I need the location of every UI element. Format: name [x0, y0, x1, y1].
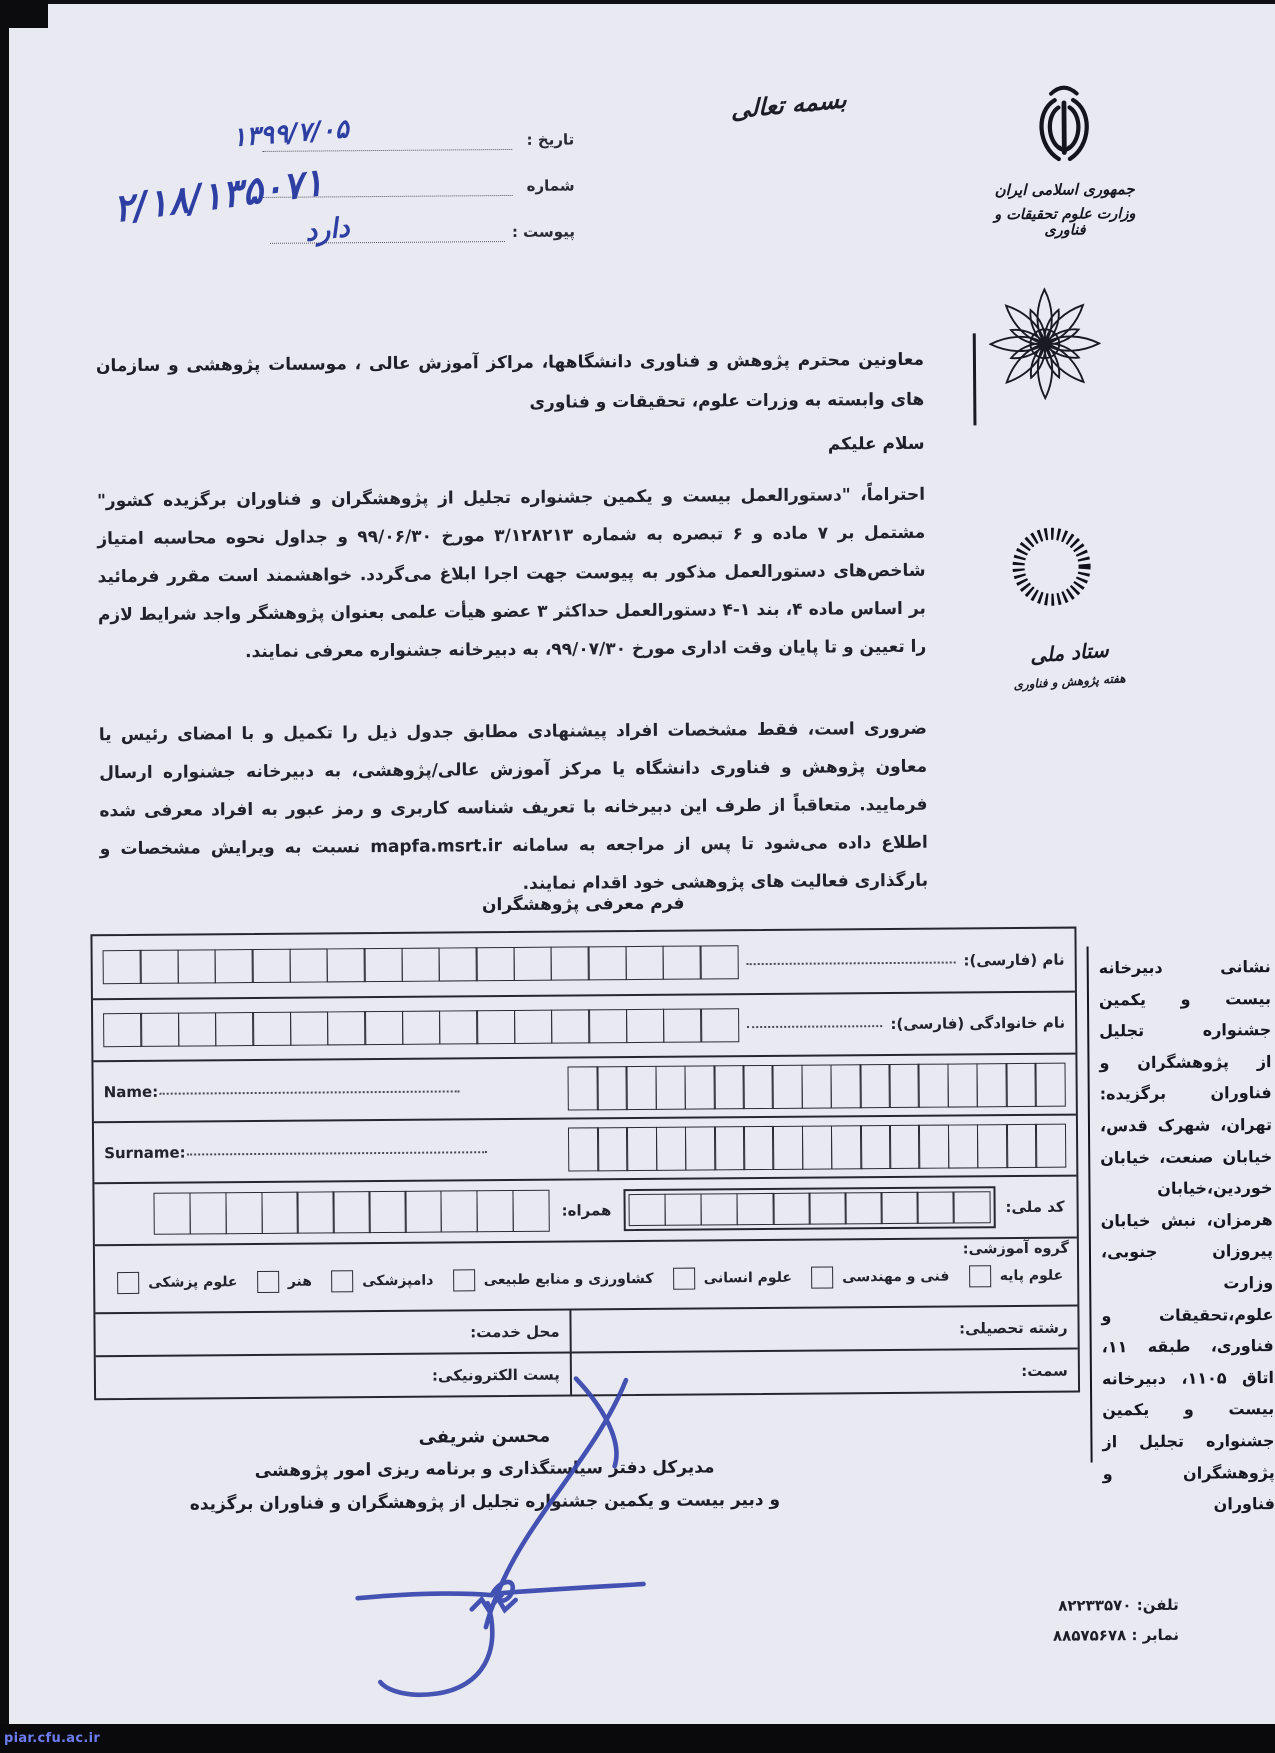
- address-line: تهران، شهرک قدس،: [1099, 1114, 1273, 1136]
- ministry-title: وزارت علوم تحقیقات و فناوری: [994, 206, 1136, 239]
- address-line: فناوران برگزیده:: [1099, 1083, 1272, 1104]
- name-en-char-boxes: [567, 1062, 1065, 1110]
- handwritten-date: ۱۳۹۹/۷/۰۵: [231, 114, 350, 154]
- arabesque-medallion-icon: [988, 282, 1101, 405]
- handwritten-number: ۲/۱۸/۱۳۵۰۷۱: [110, 159, 327, 231]
- handwritten-signature-icon: [274, 1367, 717, 1720]
- mobile-label: همراه:: [561, 1201, 612, 1220]
- signer-title-2: و دبیر بیست و یکمین جشنواره تجلیل از پژوهشگران و فناوران برگزیده: [189, 1489, 781, 1515]
- surname-fa-label: نام خانوادگی (فارسی):: [890, 1013, 1066, 1034]
- signer-name: محسن شریفی: [418, 1425, 551, 1448]
- address-line: پیروزان جنوبی، وزارت: [1100, 1241, 1274, 1293]
- education-group-label: گروه آموزشی:: [962, 1240, 1069, 1258]
- surname-fa-char-boxes: [103, 1008, 739, 1047]
- name-en-label: Name:: [103, 1082, 159, 1101]
- body-paragraph-1: احتراماً، "دستورالعمل بیست و یکمین جشنواره تجلیل از پژوهشگران و فناوران برگزیده کشور" مشتمل بر ۷ ماده و ۶ تبصره به شماره ۳/۱۲۸۲۱۳ مورخ ۹۹/۰۶/۳۰ و جداول نحوه محاسبه امتیاز شاخص‌های دستورالعمل مذکور به پیوست جهت اجرا ابلاغ می‌گردد. خواهشمند است مقرر فرمائید بر اساس ماده ۴، بند ۱-۴ دستورالعمل حداکثر ۳ عضو هیأت علمی بعنوان پژوهشگر واجد شرایط لازم را تعیین و تا پایان وقت اداری مورخ ۹۹/۰۷/۳۰، به دبیرخانه جشنواره معرفی نمایند.: [96, 484, 927, 663]
- date-line: [262, 149, 512, 152]
- form-row-name-en: [93, 1053, 1075, 1122]
- stamp-caption-line2: هفته پژوهش و فناوری: [1013, 671, 1126, 692]
- option-label: علوم انسانی: [703, 1269, 793, 1287]
- option-label: دامپزشکی: [362, 1272, 434, 1290]
- national-id-boxes: [623, 1186, 995, 1231]
- signer-title-1: مدیرکل دفتر سیاستگذاری و برنامه ریزی امور پژوهشی: [254, 1457, 715, 1482]
- checkbox-icon: [453, 1269, 475, 1291]
- form-row-name-fa: [92, 929, 1074, 999]
- address-line: اتاق ۱۱۰۵، دبیرخانه: [1101, 1367, 1275, 1389]
- option-label: فنی و مهندسی: [842, 1268, 950, 1286]
- ministry-header: [979, 82, 1150, 239]
- address-line: خوردین،خیابان: [1157, 1178, 1273, 1199]
- form-row-surname-fa: [93, 991, 1075, 1061]
- attachment-label: پیوست :: [511, 222, 576, 241]
- sidebar-divider-rule: [1087, 946, 1093, 1462]
- option-label: علوم پزشکی: [148, 1274, 238, 1291]
- vertical-rule-top: [973, 333, 976, 425]
- gov-title: جمهوری اسلامی ایران: [994, 180, 1135, 200]
- form-row-codes: [94, 1175, 1076, 1245]
- name-fa-char-boxes: [103, 945, 739, 984]
- iran-emblem-icon: [1025, 82, 1104, 175]
- scan-edge-left: [0, 0, 9, 1753]
- checkbox-icon: [331, 1270, 353, 1292]
- fax-number: نمابر : ۸۸۵۷۵۶۷۸: [1052, 1625, 1180, 1645]
- address-line: خیابان صنعت، خیابان: [1100, 1146, 1273, 1167]
- address-line: بیست و یکمین: [1102, 1399, 1275, 1420]
- attachment-field: [175, 210, 575, 259]
- dotted-leader: [747, 1013, 882, 1028]
- addressee-line: معاونین محترم پژوهش و فناوری دانشگاهها، مراکز آموزش عالی ، موسسات پژوهشی و سازمان های وابسته به وزرات علوم، تحقیقات و فناوری: [95, 349, 925, 413]
- contact-block: [1004, 1590, 1179, 1651]
- position-label: سمت:: [1021, 1361, 1068, 1380]
- besmellah-calligraphy: بسمه تعالی: [731, 85, 847, 125]
- form-row-education-group: [95, 1237, 1078, 1313]
- address-line: علوم،تحقیقات و: [1101, 1304, 1274, 1325]
- form-row-study-workplace: [95, 1305, 1077, 1356]
- address-line: بیست و یکمین: [1098, 988, 1272, 1009]
- address-line: جشنواره تجلیل: [1099, 1020, 1272, 1041]
- address-line: جشنواره تجلیل از: [1102, 1430, 1275, 1452]
- dotted-leader: [188, 1139, 488, 1155]
- site-watermark: piar.cfu.ac.ir: [4, 1731, 101, 1746]
- option-humanities: [673, 1267, 792, 1290]
- stamp-caption-line1: ستاد ملی: [1029, 637, 1110, 668]
- option-label: علوم پایه: [999, 1267, 1064, 1285]
- address-line: پژوهشگران و فناوران: [1102, 1462, 1275, 1514]
- date-field: [174, 114, 575, 167]
- body-paragraph-2: ضروری است، فقط مشخصات افراد پیشنهادی مطابق جدول ذیل را تکمیل و با امضای رئیس یا معاون پژوهش و فناوری دانشگاه یا مرکز آموزش عالی/پژوهشی، به دبیرخانه جشنواره ارسال فرمایید. متعاقباً از طرف این دبیرخانه با تعریف شناسه کاربری و رمز عبور به افراد معرفی شده اطلاع داده می‌شود تا پس از مراجعه به سامانه mapfa.msrt.ir نسبت به ویرایش مشخصات و بارگذاری فعالیت های پژوهشی خود اقدام نمایند.: [98, 718, 929, 894]
- option-veterinary: [331, 1270, 433, 1293]
- surname-en-char-boxes: [568, 1123, 1066, 1171]
- secretariat-address: [1099, 951, 1275, 1521]
- researcher-form-table: [90, 927, 1080, 1401]
- greeting-line: سلام علیکم: [827, 433, 925, 455]
- option-label: هنر: [287, 1273, 312, 1290]
- scan-edge-bottom: [0, 1724, 1275, 1753]
- dashed-ring-logo-icon: [1009, 524, 1094, 609]
- checkbox-icon: [117, 1272, 139, 1294]
- scan-edge-corner: [0, 0, 48, 28]
- surname-en-label: Surname:: [104, 1143, 186, 1162]
- option-agriculture: [453, 1268, 654, 1292]
- address-line: فناوری، طبقه ۱۱،: [1101, 1336, 1274, 1357]
- workplace-label: محل خدمت:: [470, 1322, 560, 1341]
- address-line: هرمزان، نبش خیابان: [1100, 1209, 1273, 1231]
- field-of-study-cell: [569, 1307, 1077, 1352]
- form-row-surname-en: [94, 1114, 1076, 1183]
- phone-number: تلفن: ۸۲۲۳۳۵۷۰: [1058, 1595, 1179, 1615]
- option-label: کشاورزی و منابع طبیعی: [483, 1270, 654, 1289]
- field-of-study-label: رشته تحصیلی:: [959, 1318, 1068, 1337]
- form-title: فرم معرفی پژوهشگران: [481, 893, 685, 916]
- checkbox-icon: [673, 1268, 695, 1290]
- checkbox-icon: [811, 1266, 833, 1288]
- option-engineering: [811, 1266, 949, 1289]
- checkbox-icon: [257, 1271, 279, 1293]
- dotted-leader: [747, 949, 956, 965]
- name-fa-label: نام (فارسی):: [963, 950, 1065, 970]
- option-medical-sciences: [117, 1271, 237, 1294]
- workplace-cell: [95, 1311, 569, 1356]
- dotted-leader: [160, 1078, 460, 1094]
- address-line: نشانی دبیرخانه: [1098, 957, 1271, 978]
- national-id-label: کد ملی:: [1005, 1197, 1065, 1217]
- email-label: پست الکترونیکی:: [431, 1365, 560, 1385]
- number-label: شماره: [526, 176, 575, 195]
- letter-meta-fields: [110, 114, 576, 259]
- checkbox-icon: [969, 1265, 991, 1287]
- handwritten-attachment: دارد: [303, 212, 352, 248]
- address-line: از پژوهشگران و: [1099, 1051, 1272, 1073]
- scan-edge-top: [0, 0, 1275, 4]
- option-basic-sciences: [969, 1265, 1064, 1288]
- mobile-boxes: [153, 1190, 549, 1235]
- option-art: [257, 1271, 312, 1293]
- date-label: تاریخ :: [526, 130, 575, 149]
